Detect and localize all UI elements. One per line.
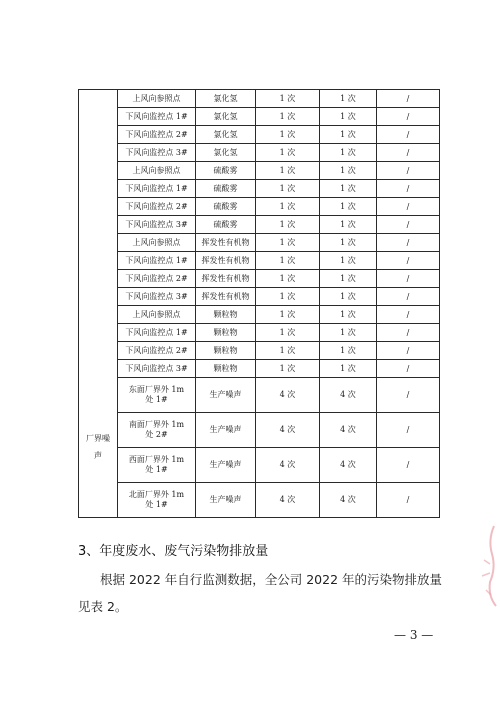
frequency-cell: 1 次 — [256, 90, 320, 108]
point-cell: 下风向监控点 3# — [118, 144, 196, 162]
item-cell: 硫酸雾 — [196, 198, 256, 216]
item-cell: 挥发性有机物 — [196, 252, 256, 270]
note-cell: / — [377, 360, 440, 378]
point-cell — [118, 378, 196, 413]
point-cell: 下风向监控点 1# — [118, 324, 196, 342]
point-cell: 下风向监控点 2# — [118, 126, 196, 144]
table-row — [79, 108, 440, 126]
item-cell: 颗粒物 — [196, 306, 256, 324]
point-cell: 上风向参照点 — [118, 234, 196, 252]
point-line2: 处 1# — [145, 395, 168, 404]
note-cell: / — [377, 180, 440, 198]
item-cell: 颗粒物 — [196, 324, 256, 342]
frequency-cell: 1 次 — [320, 216, 377, 234]
frequency-cell: 1 次 — [256, 324, 320, 342]
frequency-cell: 4 次 — [320, 413, 377, 448]
note-cell: / — [377, 413, 440, 448]
frequency-cell: 1 次 — [256, 288, 320, 306]
table-row — [79, 324, 440, 342]
item-cell: 生产噪声 — [196, 378, 256, 413]
frequency-cell: 1 次 — [320, 126, 377, 144]
point-cell: 上风向参照点 — [118, 162, 196, 180]
table-row — [79, 198, 440, 216]
frequency-cell: 1 次 — [320, 270, 377, 288]
frequency-cell: 4 次 — [320, 483, 377, 518]
table-row — [79, 216, 440, 234]
item-cell: 生产噪声 — [196, 413, 256, 448]
table-row — [79, 234, 440, 252]
frequency-cell: 1 次 — [320, 234, 377, 252]
table-row — [79, 162, 440, 180]
section-heading: 3、年度废水、废气污染物排放量 — [78, 544, 269, 559]
point-line2: 处 1# — [145, 500, 168, 509]
frequency-cell: 1 次 — [256, 162, 320, 180]
point-cell — [118, 448, 196, 483]
note-cell: / — [377, 90, 440, 108]
category-cell-noise — [79, 378, 118, 518]
body-paragraph: 根据 2022 年自行监测数据，全公司 2022 年的污染物排放量见表 2。 — [78, 572, 443, 614]
note-cell: / — [377, 342, 440, 360]
item-cell: 挥发性有机物 — [196, 234, 256, 252]
note-cell: / — [377, 198, 440, 216]
note-cell: / — [377, 252, 440, 270]
monitoring-table-body — [79, 90, 440, 518]
frequency-cell: 1 次 — [320, 180, 377, 198]
item-cell: 生产噪声 — [196, 483, 256, 518]
frequency-cell: 1 次 — [320, 288, 377, 306]
point-cell — [118, 483, 196, 518]
category-cell-air — [79, 90, 118, 378]
item-cell: 氯化氢 — [196, 108, 256, 126]
point-cell: 下风向监控点 2# — [118, 270, 196, 288]
item-cell: 硫酸雾 — [196, 216, 256, 234]
table-row — [79, 252, 440, 270]
note-cell: / — [377, 108, 440, 126]
point-cell: 上风向参照点 — [118, 306, 196, 324]
frequency-cell: 1 次 — [320, 252, 377, 270]
point-line1: 南面厂界外 1m — [128, 420, 185, 430]
frequency-cell: 1 次 — [256, 252, 320, 270]
table-row — [79, 413, 440, 448]
note-cell: / — [377, 483, 440, 518]
category-label-line1: 厂界噪 — [86, 433, 110, 443]
frequency-cell: 1 次 — [320, 324, 377, 342]
frequency-cell: 4 次 — [256, 448, 320, 483]
note-cell: / — [377, 306, 440, 324]
table-row — [79, 378, 440, 413]
frequency-cell: 1 次 — [320, 90, 377, 108]
frequency-cell: 1 次 — [256, 144, 320, 162]
item-cell: 挥发性有机物 — [196, 270, 256, 288]
frequency-cell: 1 次 — [256, 126, 320, 144]
frequency-cell: 1 次 — [320, 306, 377, 324]
table-row — [79, 448, 440, 483]
table-row — [79, 144, 440, 162]
item-cell: 硫酸雾 — [196, 180, 256, 198]
frequency-cell: 1 次 — [256, 234, 320, 252]
frequency-cell: 1 次 — [320, 108, 377, 126]
page-number: — 3 — — [394, 628, 434, 642]
frequency-cell: 1 次 — [256, 198, 320, 216]
frequency-cell: 1 次 — [256, 360, 320, 378]
point-line2: 处 2# — [145, 430, 168, 439]
table-row — [79, 306, 440, 324]
note-cell: / — [377, 448, 440, 483]
point-line1: 北面厂界外 1m — [128, 490, 185, 500]
frequency-cell: 4 次 — [320, 378, 377, 413]
frequency-cell: 1 次 — [320, 162, 377, 180]
point-cell: 下风向监控点 3# — [118, 360, 196, 378]
item-cell: 硫酸雾 — [196, 162, 256, 180]
note-cell: / — [377, 270, 440, 288]
frequency-cell: 1 次 — [256, 306, 320, 324]
table-row — [79, 483, 440, 518]
frequency-cell: 4 次 — [320, 448, 377, 483]
table-row — [79, 90, 440, 108]
note-cell: / — [377, 324, 440, 342]
frequency-cell: 1 次 — [320, 198, 377, 216]
frequency-cell: 1 次 — [320, 144, 377, 162]
item-cell: 颗粒物 — [196, 342, 256, 360]
point-cell: 下风向监控点 3# — [118, 216, 196, 234]
point-line1: 东面厂界外 1m — [128, 385, 185, 395]
point-cell: 下风向监控点 1# — [118, 108, 196, 126]
table-row — [79, 288, 440, 306]
frequency-cell: 1 次 — [256, 108, 320, 126]
monitoring-table — [78, 89, 440, 518]
frequency-cell: 1 次 — [256, 270, 320, 288]
note-cell: / — [377, 216, 440, 234]
point-line2: 处 1# — [145, 465, 168, 474]
frequency-cell: 4 次 — [256, 413, 320, 448]
table-row — [79, 270, 440, 288]
item-cell: 颗粒物 — [196, 360, 256, 378]
item-cell: 氯化氢 — [196, 126, 256, 144]
point-cell: 下风向监控点 2# — [118, 342, 196, 360]
note-cell: / — [377, 162, 440, 180]
note-cell: / — [377, 126, 440, 144]
note-cell: / — [377, 378, 440, 413]
item-cell: 氯化氢 — [196, 144, 256, 162]
category-label-line2: 声 — [94, 451, 102, 461]
seal-stamp-edge — [474, 520, 500, 610]
item-cell: 生产噪声 — [196, 448, 256, 483]
note-cell: / — [377, 288, 440, 306]
frequency-cell: 4 次 — [256, 483, 320, 518]
note-cell: / — [377, 144, 440, 162]
point-cell: 上风向参照点 — [118, 90, 196, 108]
frequency-cell: 1 次 — [256, 180, 320, 198]
point-cell: 下风向监控点 3# — [118, 288, 196, 306]
point-cell: 下风向监控点 1# — [118, 252, 196, 270]
note-cell: / — [377, 234, 440, 252]
table-row — [79, 342, 440, 360]
point-cell: 下风向监控点 2# — [118, 198, 196, 216]
frequency-cell: 4 次 — [256, 378, 320, 413]
point-cell — [118, 413, 196, 448]
table-row — [79, 180, 440, 198]
frequency-cell: 1 次 — [256, 216, 320, 234]
table-row — [79, 360, 440, 378]
table-row — [79, 126, 440, 144]
frequency-cell: 1 次 — [256, 342, 320, 360]
frequency-cell: 1 次 — [320, 342, 377, 360]
frequency-cell: 1 次 — [320, 360, 377, 378]
item-cell: 氯化氢 — [196, 90, 256, 108]
point-line1: 西面厂界外 1m — [128, 455, 185, 465]
point-cell: 下风向监控点 1# — [118, 180, 196, 198]
item-cell: 挥发性有机物 — [196, 288, 256, 306]
